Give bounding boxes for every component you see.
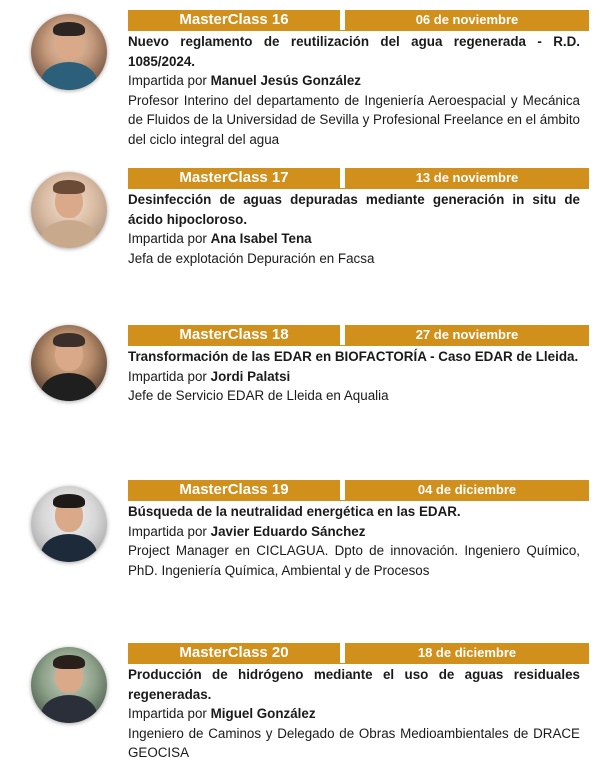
session-title: Nuevo reglamento de reutilización del agua regenerada - R.D. 1085/2024. bbox=[128, 34, 580, 69]
speaker-description: Jefa de explotación Depuración en Facsa bbox=[128, 250, 375, 266]
header-divider bbox=[128, 663, 589, 664]
session-header bbox=[128, 480, 589, 500]
masterclass-label: MasterClass 18 bbox=[128, 325, 340, 345]
session-header bbox=[128, 10, 589, 30]
session-title: Producción de hidrógeno mediante el uso de aguas residuales regeneradas. bbox=[128, 667, 580, 702]
speaker-line bbox=[128, 367, 580, 387]
date-label: 27 de noviembre bbox=[345, 325, 589, 345]
by-prefix: Impartida por bbox=[128, 523, 207, 539]
masterclass-label: MasterClass 20 bbox=[128, 643, 340, 663]
header-divider bbox=[128, 500, 589, 501]
by-prefix: Impartida por bbox=[128, 706, 207, 721]
speaker-line bbox=[128, 522, 580, 542]
speaker-description: Profesor Interino del departamento de Ingeniería Aeroespacial y Mecánica de Fluidos de la Universidad de Sevilla y Profesional Freelance en el ámbito del ciclo integral del agua bbox=[128, 92, 580, 147]
date-label: 06 de noviembre bbox=[345, 10, 589, 30]
header-divider bbox=[128, 30, 589, 31]
speaker-photo-avatar bbox=[31, 486, 107, 562]
masterclass-label: MasterClass 19 bbox=[128, 480, 340, 500]
speaker-name: Jordi Palatsi bbox=[210, 368, 291, 384]
masterclass-label: MasterClass 16 bbox=[128, 10, 340, 30]
speaker-description: Ingeniero de Caminos y Delegado de Obras Medioambientales de DRACE GEOCISA bbox=[128, 725, 580, 760]
speaker-photo-avatar bbox=[31, 647, 107, 723]
speaker-name: Javier Eduardo Sánchez bbox=[210, 523, 366, 539]
speaker-line bbox=[128, 704, 580, 724]
session-title: Búsqueda de la neutralidad energética en las EDAR. bbox=[128, 504, 461, 519]
by-prefix: Impartida por bbox=[128, 73, 207, 88]
speaker-line bbox=[128, 71, 580, 91]
speaker-photo-avatar bbox=[31, 325, 107, 401]
speaker-photo-avatar bbox=[31, 14, 107, 90]
date-label: 04 de diciembre bbox=[345, 480, 589, 500]
date-label: 18 de diciembre bbox=[345, 643, 589, 663]
by-prefix: Impartida por bbox=[128, 368, 207, 384]
date-label: 13 de noviembre bbox=[345, 168, 589, 188]
session-title: Desinfección de aguas depuradas mediante generación in situ de ácido hipocloroso. bbox=[128, 192, 580, 227]
header-divider bbox=[128, 345, 589, 346]
session-header bbox=[128, 168, 589, 188]
speaker-name: Ana Isabel Tena bbox=[210, 231, 312, 246]
speaker-line bbox=[128, 229, 580, 249]
by-prefix: Impartida por bbox=[128, 231, 207, 246]
session-header bbox=[128, 643, 589, 663]
header-divider bbox=[128, 188, 589, 189]
session-title: Transformación de las EDAR en BIOFACTORÍA - Caso EDAR de Lleida. bbox=[128, 349, 579, 364]
speaker-name: Manuel Jesús González bbox=[210, 73, 361, 88]
speaker-description: Jefe de Servicio EDAR de Lleida en Aqualia bbox=[128, 388, 389, 403]
session-header bbox=[128, 325, 589, 345]
masterclass-label: MasterClass 17 bbox=[128, 168, 340, 188]
speaker-name: Miguel González bbox=[210, 706, 316, 721]
speaker-photo-avatar bbox=[31, 172, 107, 248]
speaker-description: Project Manager en CICLAGUA. Dpto de innovación. Ingeniero Químico, PhD. Ingeniería Química, Ambiental y de Procesos bbox=[128, 543, 580, 578]
